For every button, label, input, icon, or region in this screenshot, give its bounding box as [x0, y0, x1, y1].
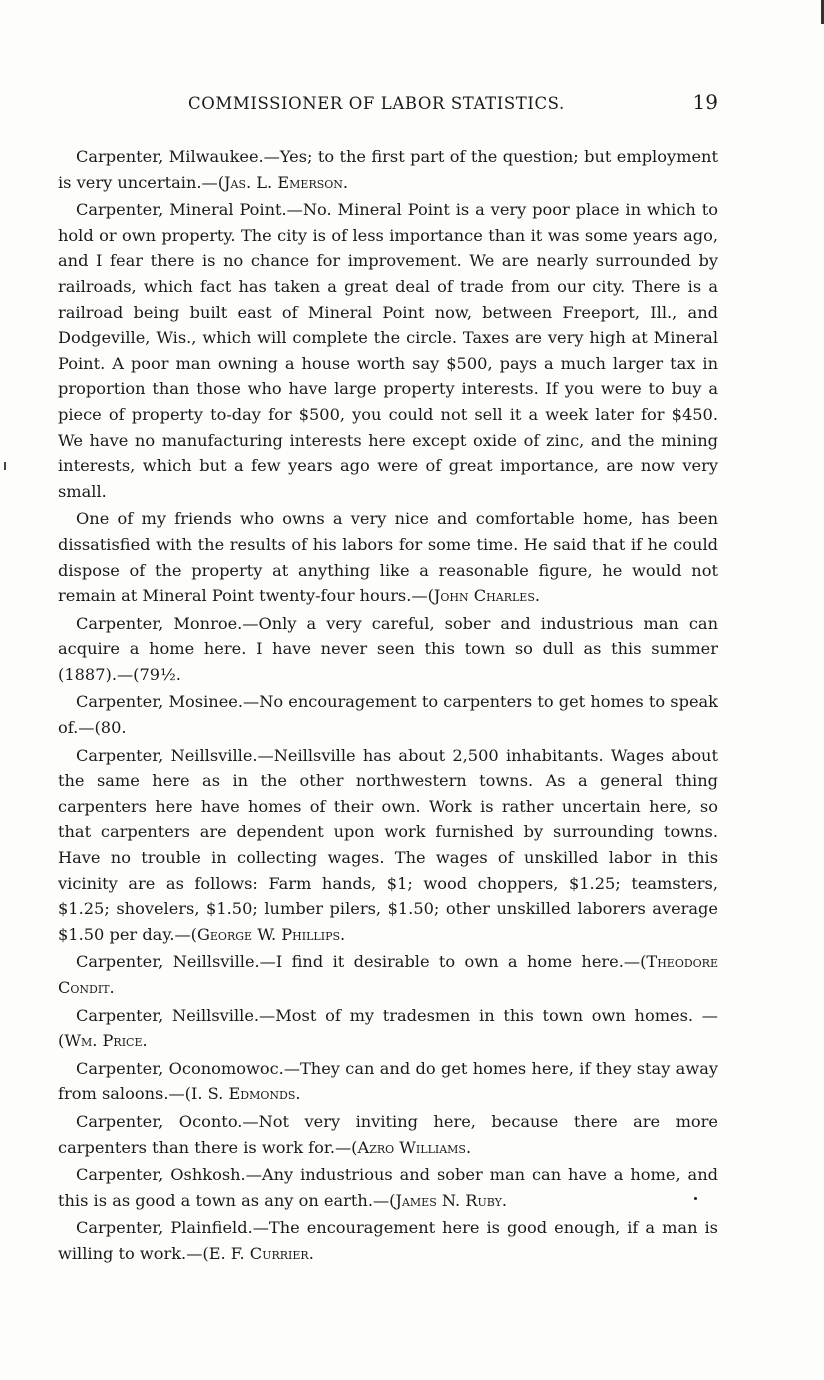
entry-mineral-point — [58, 197, 718, 504]
page-header — [58, 90, 718, 120]
entry-text: Carpenter, Mineral Point.—No. Mineral Point is a very poor place in which to hold or own property. The city is of less importance than it was some years ago, and I fear there is no chance for improvement. We are nearly surrounded by railroads, which fact has taken a great deal of trade from our city. There is a railroad being built east of Mineral Point now, between Freeport, Ill., and Dodgeville, Wis., which will complete the circle. Taxes are very high at Mineral Point. A poor man owning a house worth say $500, pays a much larger tax in proportion than those who have large property interests. If you were to buy a piece of property to-day for $500, you could not sell it a week later for $450. We have no manufacturing interests here except oxide of zinc, and the mining interests, which but a few years ago were of great importance, are now very small. — [58, 200, 718, 501]
entry-signature: E. F. Currier. — [208, 1243, 314, 1263]
entry-signature: Azro Williams. — [357, 1137, 472, 1157]
entry-monroe — [58, 611, 718, 688]
margin-tick-mark — [4, 462, 6, 470]
entry-signature: George W. Phillips. — [196, 924, 346, 944]
entry-text: Carpenter, Oconomowoc.—They can and do get homes here, if they stay away from saloons.—( — [58, 1058, 718, 1104]
entry-neillsville-1 — [58, 743, 718, 948]
entry-text: Carpenter, Oshkosh.—Any industrious and sober man can have a home, and this is as good a town as any on earth.—( — [58, 1165, 718, 1210]
entry-text: One of my friends who owns a very nice and comfortable home, has been dissatisfied with the results of his labors for some time. He said that if he could dispose of the property at anything like a reasonable figure, he would not remain at Mineral Point twenty-four hours.—( — [58, 509, 718, 606]
entry-signature: John Charles. — [433, 586, 540, 606]
entry-text: Carpenter, Neillsville.—Neillsville has about 2,500 inhabitants. Wages about the same here as in the other northwestern towns. As a general thing carpenters here have homes of their own. Work is rather uncertain here, so that carpenters are dependent upon work furnished by surrounding towns. Have no trouble in collecting wages. The wages of unskilled labor in this vicinity are as follows: Farm hands, $1; wood choppers, $1.25; teamsters, $1.25; shovelers, $1.50; lumber pilers, $1.50; other unskilled laborers average $1.50 per day.—( — [58, 745, 718, 944]
entry-text: Carpenter, Oconto.—Not very inviting here, because there are more carpenters than there is work for.—( — [58, 1111, 718, 1157]
entry-text: Carpenter, Mosinee.—No encouragement to carpenters to get homes to speak of.—(80. — [58, 692, 718, 738]
body-text — [58, 144, 718, 1269]
entry-text: Carpenter, Monroe.—Only a very careful, sober and industrious man can acquire a home here. I have never seen this town so dull as this summer (1887).—(79½. — [58, 613, 718, 684]
entry-oshkosh — [58, 1162, 718, 1213]
entry-signature: James N. Ruby. — [395, 1190, 508, 1210]
entry-oconto — [58, 1109, 718, 1160]
entry-signature: Theodore Condit. — [58, 952, 718, 997]
entry-text: Carpenter, Neillsville.—Most of my tradesmen in this town own homes. —( — [58, 1005, 718, 1051]
entry-text: Carpenter, Plainfield.—The encouragement here is good enough, if a man is willing to work.—( — [58, 1218, 718, 1263]
entry-milwaukee — [58, 144, 718, 195]
entry-text: Carpenter, Milwaukee.—Yes; to the first part of the question; but employment is very uncertain.—( — [58, 147, 718, 192]
running-title: COMMISSIONER OF LABOR STATISTICS. — [188, 94, 565, 113]
entry-text: Carpenter, Neillsville.—I find it desirable to own a home here.—( — [76, 952, 647, 972]
page-number: 19 — [692, 90, 718, 114]
entry-signature: Wm. Price. — [64, 1031, 148, 1051]
entry-mosinee — [58, 689, 718, 740]
entry-neillsville-2 — [58, 949, 718, 1000]
entry-plainfield — [58, 1215, 718, 1266]
entry-oconomowoc — [58, 1056, 718, 1107]
entry-signature: I. S. Edmonds. — [190, 1084, 301, 1104]
entry-signature: Jas. L. Emerson. — [224, 172, 349, 192]
entry-mineral-point-continued — [58, 506, 718, 608]
entry-neillsville-3 — [58, 1003, 718, 1054]
